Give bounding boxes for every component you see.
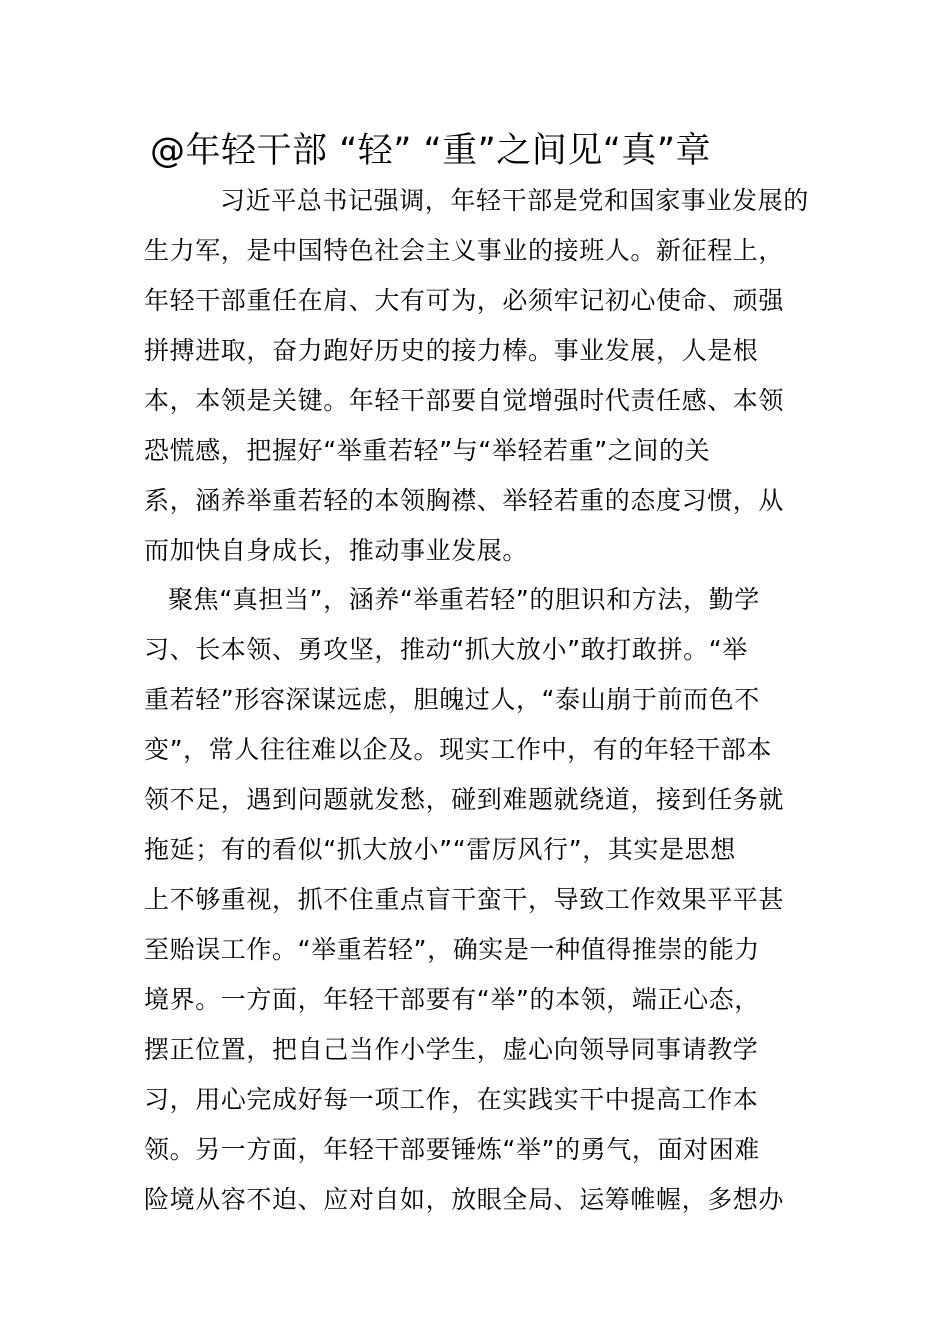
paragraph-1-line: 本，本领是关键。年轻干部要自觉增强时代责任感、本领: [144, 386, 785, 415]
paragraph-1-line: 系，涵养举重若轻的本领胸襟、举轻若重的态度习惯，从: [144, 486, 785, 515]
paragraph-2-line: 领不足，遇到问题就发愁，碰到难题就绕道，接到任务就: [144, 785, 785, 814]
paragraph-2-line: 习、长本领、勇攻坚，推动“抓大放小”敢打敢拼。“举: [144, 635, 748, 664]
paragraph-2-line: 习，用心完成好每一项工作，在实践实干中提高工作本: [144, 1085, 759, 1114]
paragraph-1-line: 生力军，是中国特色社会主义事业的接班人。新征程上，: [144, 236, 785, 265]
article-title: @年轻干部 “轻” “重”之间见“真”章: [150, 131, 712, 171]
paragraph-2-line: 重若轻”形容深谋远虑，胆魄过人，“泰山崩于前而色不: [144, 685, 760, 714]
paragraph-1-line: 恐慌感，把握好“举重若轻”与“举轻若重”之间的关: [144, 436, 711, 465]
paragraph-1-line: 拼搏进取，奋力跑好历史的接力棒。事业发展，人是根: [144, 336, 759, 365]
paragraph-2-line: 摆正位置，把自己当作小学生，虚心向领导同事请教学: [144, 1035, 759, 1064]
paragraph-2-line: 变”，常人往往难以企及。现实工作中，有的年轻干部本: [144, 735, 772, 764]
paragraph-2-line: 上不够重视，抓不住重点盲干蛮干，导致工作效果平平甚: [144, 885, 785, 914]
paragraph-2-line: 境界。一方面，年轻干部要有“举”的本领，端正心态，: [144, 985, 760, 1014]
paragraph-2-line: 聚焦“真担当”，涵养“举重若轻”的胆识和方法，勤学: [168, 585, 760, 614]
paragraph-1-line: 而加快自身成长，推动事业发展。: [144, 536, 529, 565]
paragraph-2-line: 至贻误工作。“举重若轻”，确实是一种值得推崇的能力: [144, 935, 760, 964]
paragraph-2-line: 拖延；有的看似“抓大放小”“雷厉风行”，其实是思想: [144, 835, 736, 864]
paragraph-2-line: 险境从容不迫、应对自如，放眼全局、运筹帷幄，多想办: [144, 1185, 785, 1214]
paragraph-1-line: 年轻干部重任在肩、大有可为，必须牢记初心使命、顽强: [144, 286, 785, 315]
paragraph-2-line: 领。另一方面，年轻干部要锤炼“举”的勇气，面对困难: [144, 1135, 760, 1164]
paragraph-1-line: 习近平总书记强调，年轻干部是党和国家事业发展的: [220, 186, 809, 215]
